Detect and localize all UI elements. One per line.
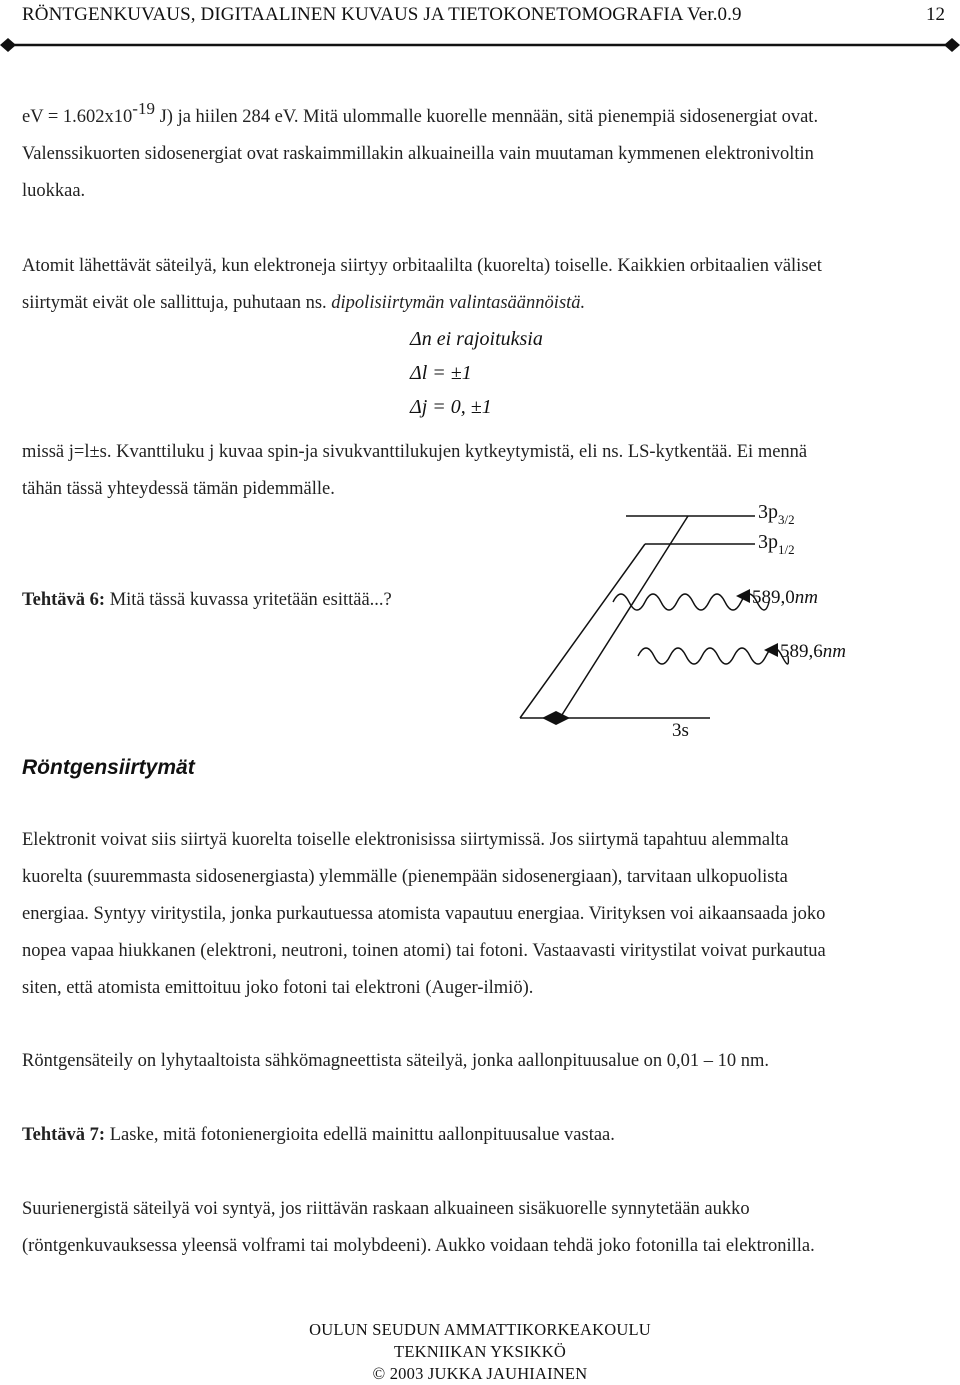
footer-line-3: © 2003 JUKKA JAUHIAINEN [372, 1364, 588, 1383]
footer-line-1: OULUN SEUDUN AMMATTIKORKEAKOULU [309, 1320, 651, 1339]
label-3p32: 3p [758, 501, 778, 523]
paragraph-2 [22, 248, 942, 322]
para4-line1: Elektronit voivat siis siirtyä kuorelta toiselle elektronisissa siirtymissä. Jos siirtymä tapahtuu alemmalta [22, 830, 789, 850]
label-3s: 3s [672, 720, 689, 741]
svg-text:589,0nm [752, 587, 818, 608]
label-wavelength-1: 589,0 [752, 587, 795, 608]
diamond-right-icon [944, 38, 960, 52]
page-header [22, 4, 947, 34]
para1-post: J) ja hiilen 284 eV. Mitä ulommalle kuorelle mennään, sitä pienempiä sidosenergiat ovat. [154, 107, 819, 127]
para4-line2: kuorelta (suuremmasta sidosenergiasta) ylemmälle (pienempään sidosenergiaan), tarvitaan ulkopuolista [22, 867, 788, 887]
arrowhead-1 [542, 711, 556, 725]
header-rule [0, 38, 960, 52]
para4-line4: nopea vapaa hiukkanen (elektroni, neutroni, toinen atomi) tai fotoni. Vastaavasti viritystilat voivat purkautua [22, 941, 826, 961]
para6-line2: (röntgenkuvauksessa yleensä volframi tai molybdeeni). Aukko voidaan tehdä joko fotonilla tai elektronilla. [22, 1236, 815, 1256]
task7-label: Tehtävä 7: [22, 1125, 106, 1145]
photon-arrow-1 [736, 589, 750, 603]
svg-text:3s [672, 720, 689, 741]
energy-level-diagram [500, 490, 900, 750]
task6-text: Mitä tässä kuvassa yritetään esittää...? [105, 590, 392, 610]
transition-line-1 [520, 544, 645, 718]
rule-delta-n: Δn ei rajoituksia [410, 328, 543, 350]
page-number: 12 [926, 4, 945, 25]
para5-text: Röntgensäteily on lyhytaaltoista sähkömagneettista säteilyä, jonka aallonpituusalue on 0,01 – 10 nm. [22, 1051, 770, 1071]
para2-line2-pre: siirtymät eivät ole sallittuja, puhutaan ns. [22, 293, 332, 313]
rule-delta-l: Δl = ±1 [410, 362, 472, 384]
svg-text:589,6nm [780, 641, 846, 662]
label-3p32-sub: 3/2 [778, 512, 795, 527]
para1-line2: Valenssikuorten sidosenergiat ovat raskaimmillakin alkuaineilla vain muutaman kymmenen elektronivoltin [22, 144, 814, 164]
para2-line1: Atomit lähettävät säteilyä, kun elektroneja siirtyy orbitaalilta (kuorelta) toiselle. Kaikkien orbitaalien väliset [22, 256, 822, 276]
rule-delta-j: Δj = 0, ±1 [410, 396, 492, 418]
label-wavelength-1-unit: nm [794, 587, 818, 608]
para3-line1: missä j=l±s. Kvanttiluku j kuvaa spin-ja sivukvanttilukujen kytkeytymistä, eli ns. LS-kytkentää. Ei mennä [22, 442, 808, 462]
para1-exponent: -19 [132, 99, 155, 118]
paragraph-4 [22, 822, 942, 1007]
header-title: RÖNTGENKUVAUS, DIGITAALINEN KUVAUS JA TIETOKONETOMOGRAFIA Ver.0.9 [22, 4, 742, 25]
paragraph-1 [22, 98, 942, 210]
para3-line2: tähän tässä yhteydessä tämän pidemmälle. [22, 479, 335, 499]
svg-text:3p3/2 [758, 501, 795, 527]
label-wavelength-2-unit: nm [822, 641, 846, 662]
para6-line1: Suurienergistä säteilyä voi syntyä, jos riittävän raskaan alkuaineen sisäkuorelle synnytetään aukko [22, 1199, 750, 1219]
svg-text:3p1/2 [758, 531, 795, 557]
para2-line2-italic: dipolisiirtymän valintasäännöistä. [331, 293, 586, 313]
footer-line-2: TEKNIIKAN YKSIKKÖ [394, 1342, 566, 1361]
label-3p12: 3p [758, 531, 778, 553]
label-3p12-sub: 1/2 [778, 542, 795, 557]
label-wavelength-2: 589,6 [780, 641, 823, 662]
task7-text: Laske, mitä fotonienergioita edellä mainittu aallonpituusalue vastaa. [105, 1125, 615, 1145]
paragraph-5 [22, 1043, 942, 1080]
para4-line3: energiaa. Syntyy viritystila, jonka purkautuessa atomista vapautuu energiaa. Virityksen voi aikaansaada joko [22, 904, 826, 924]
para1-line3: luokkaa. [22, 181, 86, 201]
task6-label: Tehtävä 6: [22, 590, 106, 610]
transition-line-2 [560, 516, 688, 718]
para4-line5: siten, että atomista emittoituu joko fotoni tai elektroni (Auger-ilmiö). [22, 978, 534, 998]
diamond-left-icon [0, 38, 16, 52]
para1-pre: eV = 1.602x10 [22, 107, 133, 127]
task-7 [22, 1117, 942, 1154]
section-heading: Röntgensiirtymät [22, 756, 195, 779]
paragraph-6 [22, 1191, 942, 1265]
